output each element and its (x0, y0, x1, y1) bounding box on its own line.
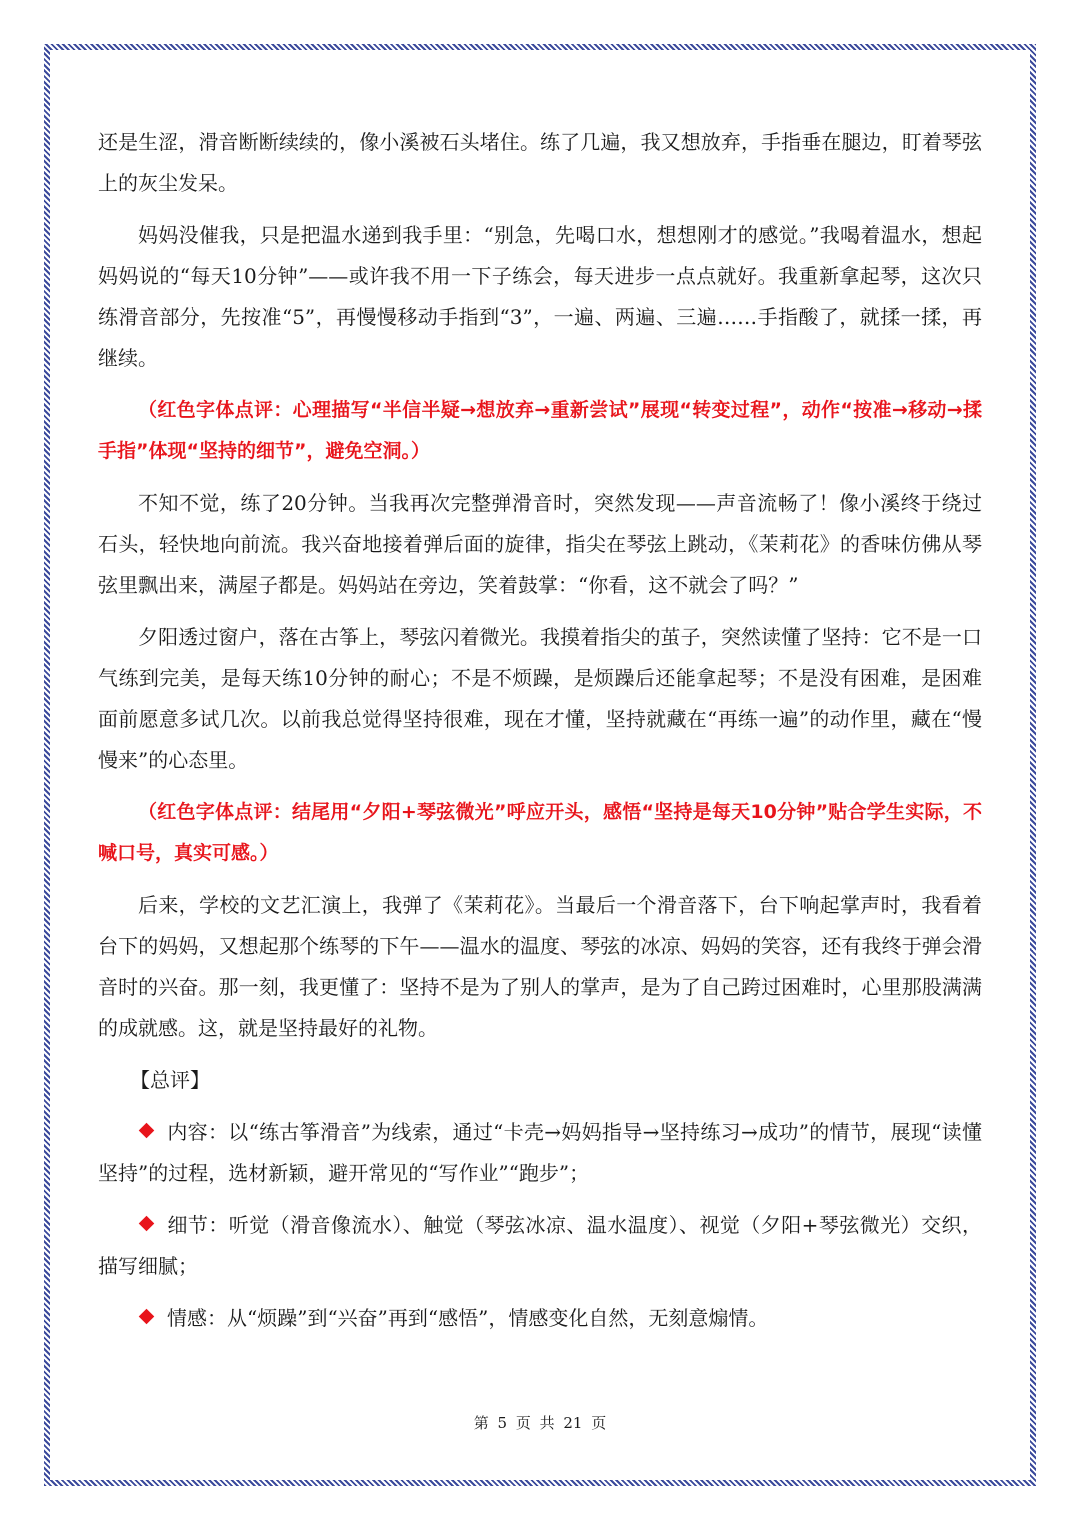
diamond-icon (139, 1309, 155, 1325)
diamond-icon (139, 1123, 155, 1139)
summary-item (98, 1112, 982, 1194)
red-comment: （红色字体点评：心理描写“半信半疑→想放弃→重新尝试”展现“转变过程”，动作“按准→移动→揉手指”体现“坚持的细节”，避免空洞。） (98, 399, 982, 462)
page-number: 第 5 页 共 21 页 (473, 1414, 607, 1432)
summary-item (98, 1298, 982, 1339)
summary-heading: 【总评】 (130, 1068, 210, 1092)
paragraph: 夕阳透过窗户，落在古筝上，琴弦闪着微光。我摸着指尖的茧子，突然读懂了坚持：它不是一口气练到完美，是每天练10分钟的耐心；不是不烦躁，是烦躁后还能拿起琴；不是没有困难，是困难面前愿意多试几次。以前我总觉得坚持很难，现在才懂，坚持就藏在“再练一遍”的动作里，藏在“慢慢来”的心态里。 (98, 625, 982, 772)
document-body (98, 122, 982, 1350)
red-comment: （红色字体点评：结尾用“夕阳+琴弦微光”呼应开头，感悟“坚持是每天10分钟”贴合学生实际，不喊口号，真实可感。） (98, 801, 982, 864)
paragraph: 妈妈没催我，只是把温水递到我手里：“别急，先喝口水，想想刚才的感觉。”我喝着温水，想起妈妈说的“每天10分钟”——或许我不用一下子练会，每天进步一点点就好。我重新拿起琴，这次只练滑音部分，先按准“5”，再慢慢移动手指到“3”，一遍、两遍、三遍……手指酸了，就揉一揉，再继续。 (98, 223, 982, 370)
summary-item-text: 情感：从“烦躁”到“兴奋”再到“感悟”，情感变化自然，无刻意煽情。 (167, 1306, 769, 1330)
paragraph: 还是生涩，滑音断断续续的，像小溪被石头堵住。练了几遍，我又想放弃，手指垂在腿边，盯着琴弦上的灰尘发呆。 (98, 130, 982, 195)
summary-item-text: 内容：以“练古筝滑音”为线索，通过“卡壳→妈妈指导→坚持练习→成功”的情节，展现“读懂坚持”的过程，选材新颖，避开常见的“写作业”“跑步”； (98, 1120, 982, 1185)
paragraph: 后来，学校的文艺汇演上，我弹了《茉莉花》。当最后一个滑音落下，台下响起掌声时，我看着台下的妈妈，又想起那个练琴的下午——温水的温度、琴弦的冰凉、妈妈的笑容，还有我终于弹会滑音时的兴奋。那一刻，我更懂了：坚持不是为了别人的掌声，是为了自己跨过困难时，心里那股满满的成就感。这，就是坚持最好的礼物。 (98, 893, 982, 1040)
paragraph: 不知不觉，练了20分钟。当我再次完整弹滑音时，突然发现——声音流畅了！像小溪终于绕过石头，轻快地向前流。我兴奋地接着弹后面的旋律，指尖在琴弦上跳动，《茉莉花》的香味仿佛从琴弦里飘出来，满屋子都是。妈妈站在旁边，笑着鼓掌：“你看，这不就会了吗？” (98, 491, 982, 597)
diamond-icon (139, 1216, 155, 1232)
summary-item (98, 1205, 982, 1287)
summary-item-text: 细节：听觉（滑音像流水）、触觉（琴弦冰凉、温水温度）、视觉（夕阳+琴弦微光）交织，描写细腻； (98, 1213, 982, 1278)
